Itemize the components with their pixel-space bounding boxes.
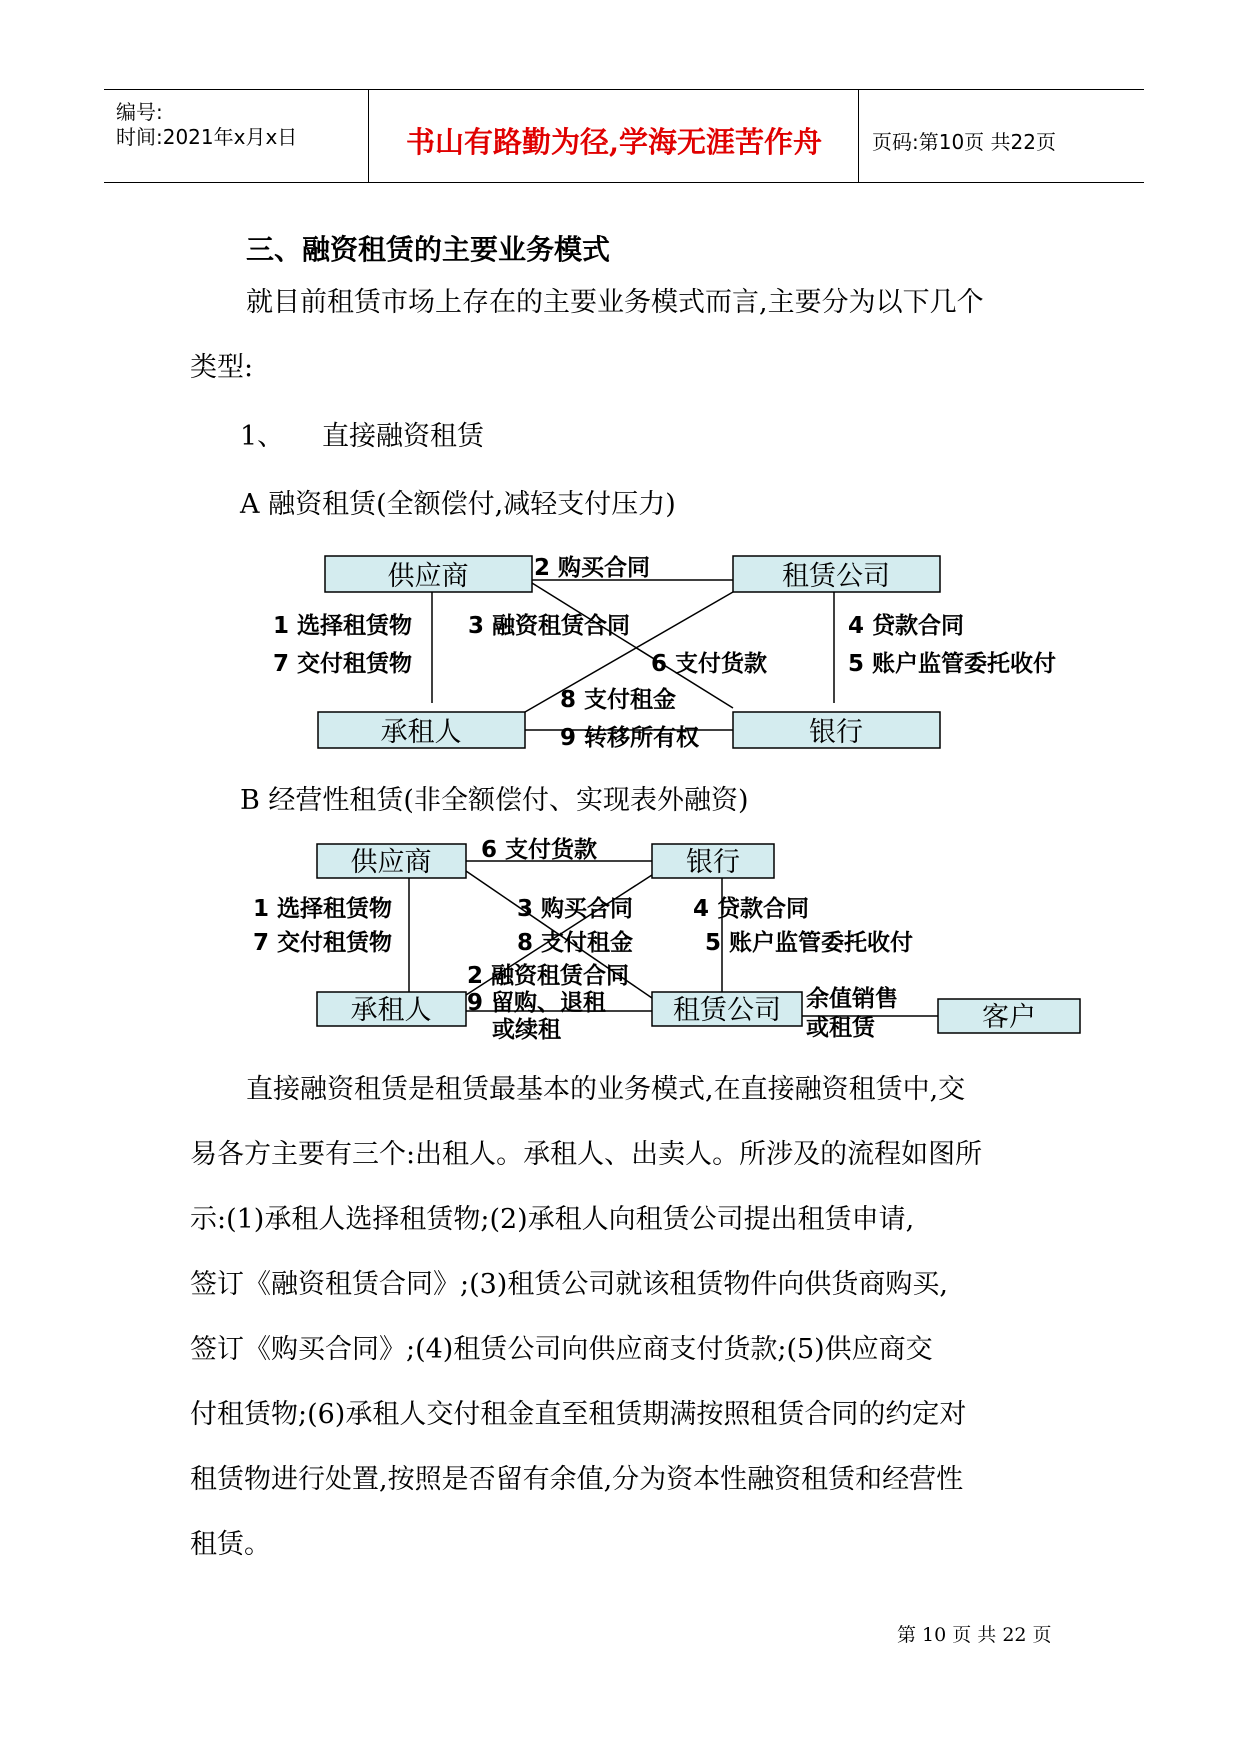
- flow-label: 9 转移所有权: [560, 725, 700, 751]
- box-supplier-label: 供应商: [350, 847, 432, 878]
- flow-label: 4 贷款合同: [848, 613, 965, 639]
- flow-label: 余值销售: [806, 986, 898, 1012]
- box-customer-label: 客户: [982, 1002, 1036, 1033]
- box-leasing-company-label: 租赁公司: [673, 995, 781, 1026]
- body-line: 租赁。: [190, 1529, 271, 1560]
- body-line: 签订《购买合同》;(4)租赁公司向供应商支付货款;(5)供应商交: [190, 1334, 933, 1365]
- body-line: 示:(1)承租人选择租赁物;(2)承租人向租赁公司提出租赁申请,: [190, 1204, 915, 1235]
- flow-label: 2 融资租赁合同: [467, 963, 630, 989]
- box-lessee-label: 承租人: [380, 717, 462, 748]
- header-page-info: 页码:第10页 共22页: [872, 130, 1056, 154]
- body-line: 易各方主要有三个:出租人。承租人、出卖人。所涉及的流程如图所: [190, 1139, 983, 1170]
- diagram-b-caption: B 经营性租赁(非全额偿付、实现表外融资): [240, 785, 749, 816]
- header-motto: 书山有路勤为径,学海无涯苦作舟: [405, 125, 823, 159]
- box-lessee-label: 承租人: [350, 995, 432, 1026]
- box-bank-label: 银行: [686, 847, 740, 878]
- flow-label: 2 购买合同: [534, 555, 651, 581]
- header-time-label: 时间:2021年x月x日: [116, 125, 298, 149]
- intro-line: 就目前租赁市场上存在的主要业务模式而言,主要分为以下几个: [246, 287, 984, 318]
- diagram-a: [0, 545, 1241, 765]
- flow-label: 或租赁: [806, 1015, 875, 1041]
- flow-label: 3 融资租赁合同: [468, 613, 631, 639]
- flow-label: 5 账户监管委托收付: [848, 651, 1057, 677]
- flow-label: 6 支付货款: [651, 651, 768, 677]
- box-supplier-label: 供应商: [387, 561, 469, 592]
- body-line: 付租赁物;(6)承租人交付租金直至租赁期满按照租赁合同的约定对: [190, 1399, 967, 1430]
- diagram-b: [0, 835, 1241, 1045]
- box-leasing-company-label: 租赁公司: [782, 561, 890, 592]
- flow-label: 3 购买合同: [517, 896, 634, 922]
- body-line: 租赁物进行处置,按照是否留有余值,分为资本性融资租赁和经营性: [190, 1464, 964, 1495]
- item-number: 1、: [240, 421, 285, 452]
- header-code-label: 编号:: [116, 100, 163, 124]
- flow-label: 8 支付租金: [560, 687, 677, 713]
- page-footer: 第 10 页 共 22 页: [897, 1624, 1052, 1646]
- item-title: 直接融资租赁: [322, 421, 484, 452]
- flow-label: 6 支付货款: [481, 837, 598, 863]
- intro-line: 类型:: [190, 352, 254, 383]
- flow-label: 4 贷款合同: [693, 896, 810, 922]
- section-title: 三、融资租赁的主要业务模式: [246, 233, 611, 266]
- flow-label: 1 选择租赁物: [273, 613, 413, 639]
- flow-label: 1 选择租赁物: [253, 896, 393, 922]
- flow-label: 或续租: [492, 1017, 561, 1043]
- flow-label: 9 留购、退租: [467, 990, 607, 1016]
- header-divider: [858, 90, 859, 182]
- body-line: 签订《融资租赁合同》;(3)租赁公司就该租赁物件向供货商购买,: [190, 1269, 948, 1300]
- header-divider: [368, 90, 369, 182]
- flow-label: 8 支付租金: [517, 930, 634, 956]
- body-line: 直接融资租赁是租赁最基本的业务模式,在直接融资租赁中,交: [246, 1074, 966, 1105]
- diagram-a-caption: A 融资租赁(全额偿付,减轻支付压力): [240, 489, 676, 520]
- flow-label: 7 交付租赁物: [253, 930, 393, 956]
- page-header: [104, 89, 1144, 183]
- flow-label: 7 交付租赁物: [273, 651, 413, 677]
- flow-label: 5 账户监管委托收付: [705, 930, 914, 956]
- box-bank-label: 银行: [809, 717, 863, 748]
